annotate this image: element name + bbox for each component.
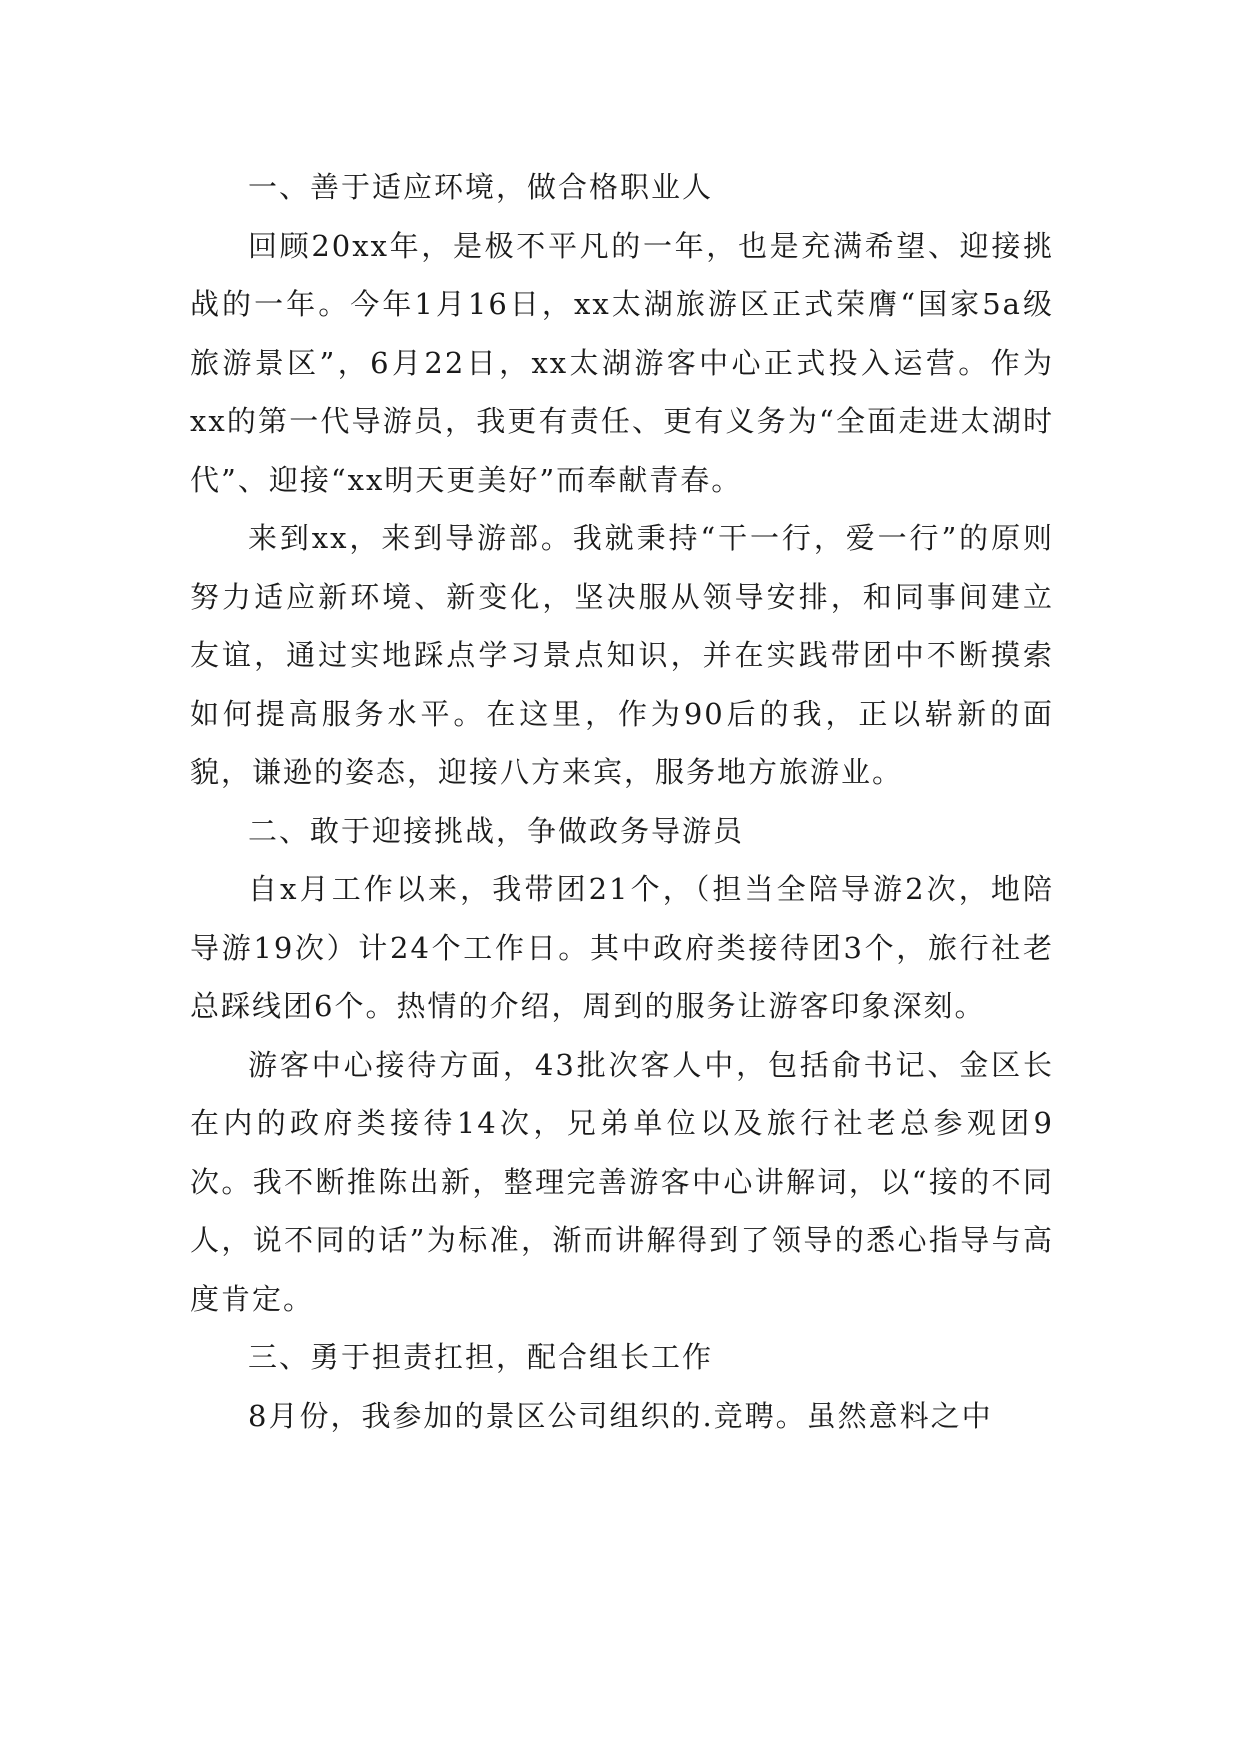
paragraph-review: 回顾20xx年，是极不平凡的一年，也是充满希望、迎接挑战的一年。今年1月16日，xx太湖旅游区正式荣膺“国家5a级旅游景区”，6月22日，xx太湖游客中心正式投入运营。作为xx的第一代导游员，我更有责任、更有义务为“全面走进太湖时代”、迎接“xx明天更美好”而奉献青春。 bbox=[190, 228, 1054, 497]
paragraph-visitor-center: 游客中心接待方面，43批次客人中，包括俞书记、金区长在内的政府类接待14次，兄弟单位以及旅行社老总参观团9次。我不断推陈出新，整理完善游客中心讲解词，以“接的不同人，说不同的话”为标准，渐而讲解得到了领导的悉心指导与高度肯定。 bbox=[190, 1047, 1054, 1316]
section-heading-3: 三、勇于担责扛担，配合组长工作 bbox=[248, 1340, 714, 1374]
paragraph-tour-groups: 自x月工作以来，我带团21个，（担当全陪导游2次，地陪导游19次）计24个工作日。其中政府类接待团3个，旅行社老总踩线团6个。热情的介绍，周到的服务让游客印象深刻。 bbox=[190, 872, 1054, 1023]
section-heading-2: 二、敢于迎接挑战，争做政务导游员 bbox=[248, 813, 745, 848]
section-heading-1: 一、善于适应环境，做合格职业人 bbox=[248, 170, 714, 204]
paragraph-competition: 8月份，我参加的景区公司组织的.竞聘。虽然意料之中 bbox=[248, 1398, 993, 1433]
document-page bbox=[190, 158, 1054, 1445]
paragraph-arrival: 来到xx，来到导游部。我就秉持“干一行，爱一行”的原则努力适应新环境、新变化，坚决服从领导安排，和同事间建立友谊，通过实地踩点学习景点知识，并在实践带团中不断摸索如何提高服务水平。在这里，作为90后的我，正以崭新的面貌，谦逊的姿态，迎接八方来宾，服务地方旅游业。 bbox=[190, 521, 1054, 789]
